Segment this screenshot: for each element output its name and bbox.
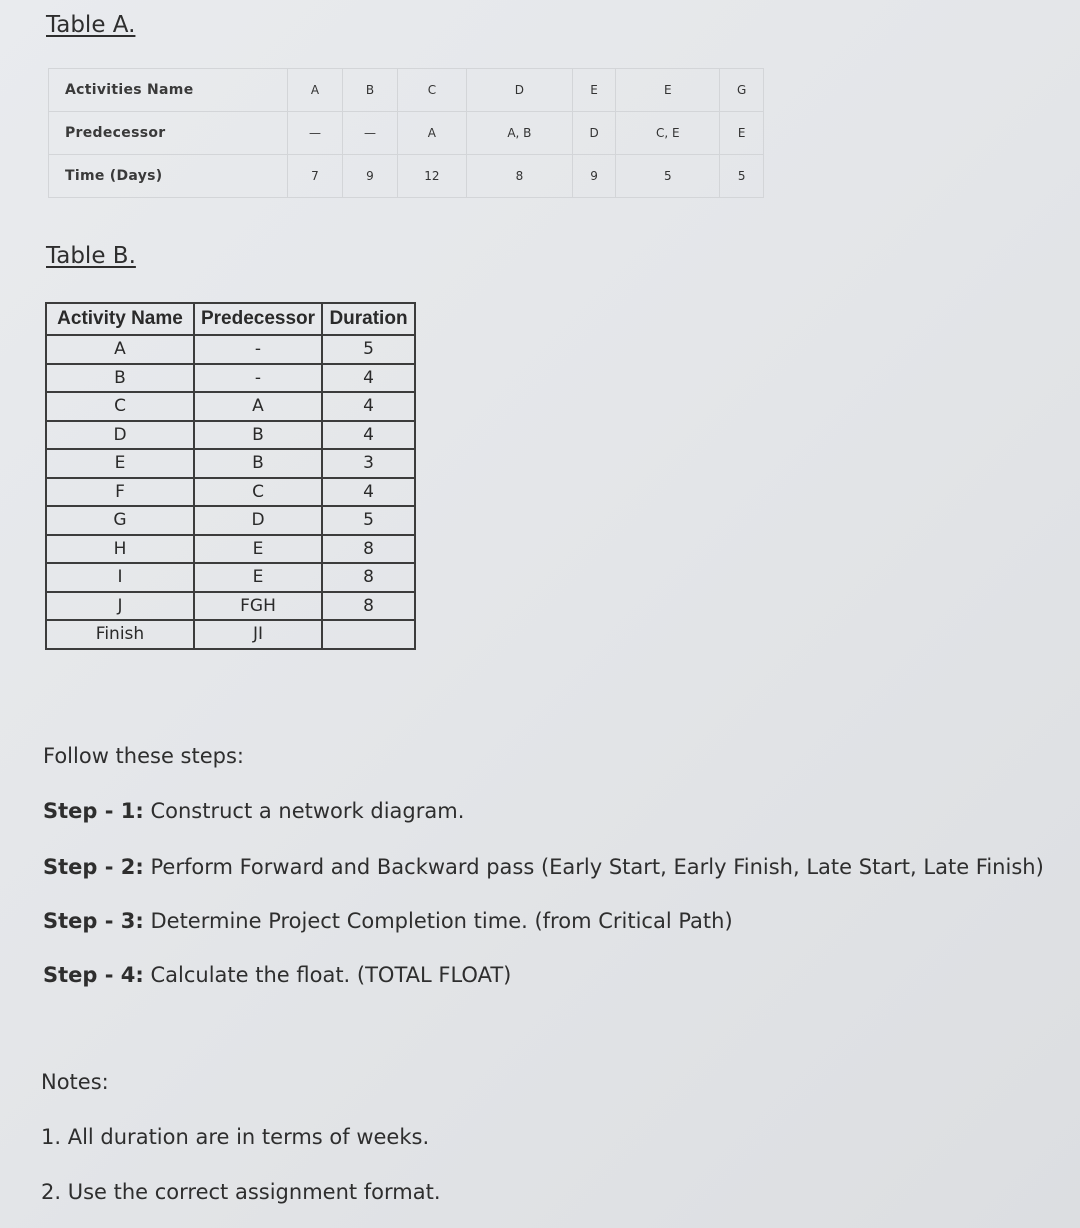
table-cell: —: [342, 112, 397, 155]
table-cell: E: [616, 69, 720, 112]
table-cell: D: [572, 112, 615, 155]
table-cell: JI: [194, 620, 322, 649]
table-cell: 8: [322, 535, 415, 564]
table-cell: A: [397, 112, 466, 155]
step-text: Calculate the float. (TOTAL FLOAT): [150, 963, 512, 987]
table-row: [46, 449, 415, 478]
table-cell: D: [194, 506, 322, 535]
table-cell: 8: [466, 155, 572, 198]
table-row: [46, 592, 415, 621]
table-row: [46, 620, 415, 649]
table-cell: B: [342, 69, 397, 112]
steps-intro: Follow these steps:: [43, 744, 244, 768]
step-text: Construct a network diagram.: [150, 799, 465, 823]
table-cell: 8: [322, 563, 415, 592]
table-cell: —: [288, 112, 343, 155]
table-cell: G: [720, 69, 764, 112]
step-item: [43, 963, 511, 987]
table-b-heading: Table B.: [46, 243, 136, 269]
table-cell: E: [572, 69, 615, 112]
table-cell: B: [194, 449, 322, 478]
table-cell: 3: [322, 449, 415, 478]
table-header-row: [46, 303, 415, 335]
table-row: [46, 535, 415, 564]
table-row: [46, 392, 415, 421]
note-item: 1. All duration are in terms of weeks.: [41, 1125, 430, 1149]
table-cell: 9: [572, 155, 615, 198]
step-item: [43, 799, 464, 823]
table-row: [46, 563, 415, 592]
table-cell: -: [194, 335, 322, 364]
step-label: Step - 2:: [43, 855, 144, 879]
table-cell: H: [46, 535, 194, 564]
table-cell: C: [194, 478, 322, 507]
table-cell: 12: [397, 155, 466, 198]
table-cell: C: [397, 69, 466, 112]
table-cell: D: [466, 69, 572, 112]
table-cell: E: [46, 449, 194, 478]
table-cell: 4: [322, 478, 415, 507]
table-cell: G: [46, 506, 194, 535]
table-row: [49, 112, 764, 155]
step-item: [43, 909, 733, 933]
table-cell: FGH: [194, 592, 322, 621]
table-cell: A: [194, 392, 322, 421]
table-cell: 8: [322, 592, 415, 621]
table-cell: I: [46, 563, 194, 592]
table-row: [46, 506, 415, 535]
table-cell: 7: [288, 155, 343, 198]
table-row: [46, 364, 415, 393]
table-cell: B: [46, 364, 194, 393]
table-cell: A: [46, 335, 194, 364]
table-row: [49, 155, 764, 198]
step-label: Step - 4:: [43, 963, 144, 987]
table-cell: Finish: [46, 620, 194, 649]
step-label: Step - 3:: [43, 909, 144, 933]
table-cell: 9: [342, 155, 397, 198]
table-a: [48, 68, 764, 198]
table-cell: C: [46, 392, 194, 421]
table-cell: 5: [322, 506, 415, 535]
notes-title: Notes:: [41, 1070, 109, 1094]
step-text: Perform Forward and Backward pass (Early Start, Early Finish, Late Start, Late Finish): [150, 855, 1044, 879]
column-header: Duration: [322, 303, 415, 335]
table-cell: 5: [322, 335, 415, 364]
table-cell: A, B: [466, 112, 572, 155]
table-row: [46, 478, 415, 507]
table-row: [49, 69, 764, 112]
table-cell: 4: [322, 392, 415, 421]
table-b: [45, 302, 416, 650]
table-cell: -: [194, 364, 322, 393]
table-cell: C, E: [616, 112, 720, 155]
step-item: [43, 855, 1044, 879]
table-cell: [322, 620, 415, 649]
column-header: Predecessor: [194, 303, 322, 335]
table-cell: 5: [720, 155, 764, 198]
table-cell: E: [720, 112, 764, 155]
table-cell: 5: [616, 155, 720, 198]
note-item: 2. Use the correct assignment format.: [41, 1180, 441, 1204]
table-row: [46, 335, 415, 364]
table-a-heading: Table A.: [46, 12, 136, 38]
table-cell: A: [288, 69, 343, 112]
row-label: Predecessor: [49, 112, 288, 155]
table-cell: D: [46, 421, 194, 450]
step-text: Determine Project Completion time. (from Critical Path): [150, 909, 733, 933]
table-cell: 4: [322, 421, 415, 450]
table-cell: B: [194, 421, 322, 450]
table-cell: 4: [322, 364, 415, 393]
table-row: [46, 421, 415, 450]
row-label: Time (Days): [49, 155, 288, 198]
table-cell: E: [194, 563, 322, 592]
table-cell: E: [194, 535, 322, 564]
table-cell: J: [46, 592, 194, 621]
column-header: Activity Name: [46, 303, 194, 335]
step-label: Step - 1:: [43, 799, 144, 823]
table-cell: F: [46, 478, 194, 507]
row-label: Activities Name: [49, 69, 288, 112]
